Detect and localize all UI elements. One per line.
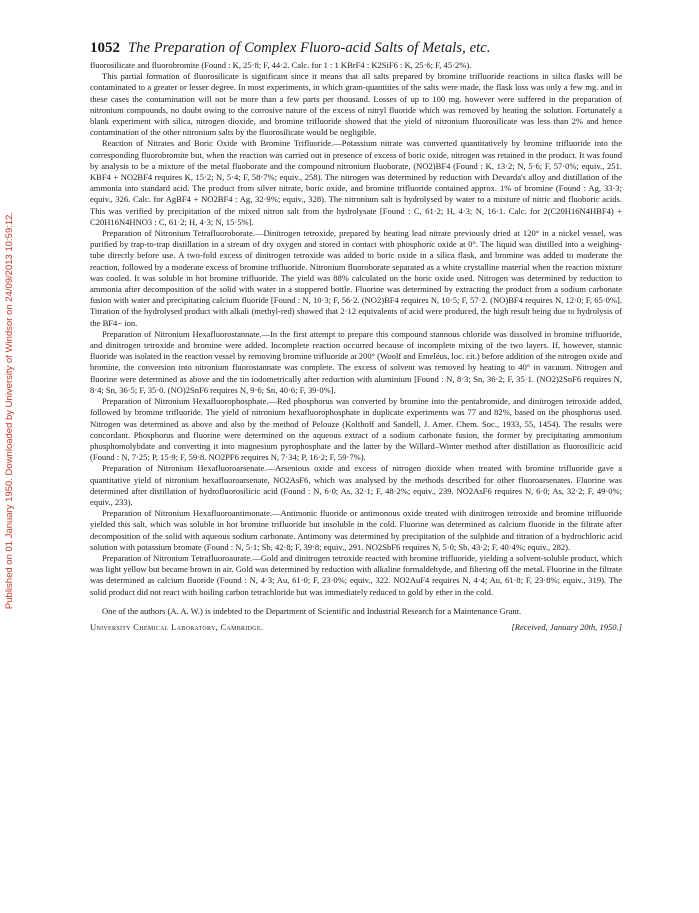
journal-page: [90, 40, 622, 632]
page-number: 1052: [90, 40, 120, 56]
laboratory-address: University Chemical Laboratory, Cambridge.: [90, 621, 264, 632]
paragraph-tetrafluoroborate: Preparation of Nitronium Tetrafluoroborate.—Dinitrogen tetroxide, prepared by heating lead nitrate previously dried at 120° in a nickel vessel, was purified by trap-to-trap distillation in a stream of dry oxygen and stored in contact with phosphoric oxide at 0°. The liquid was distilled into a weighing-tube directly before use. A two-fold excess of dinitrogen tetroxide was added to boric oxide in a silica flask, and bromine was added to moderate the reaction, followed by a moderate excess of bromine trifluoride. Nitronium fluoroborate separated as a white crystalline material when the reaction mixture was cooled. It was soluble in hot bromine trifluoride. The yield was 88% calculated on the boric oxide used. Nitrogen was determined by reduction to ammonia after decomposition of the solid with water in a stoppered bottle. Fluorine was determined by extracting the product from a sodium carbonate fusion with water and precipitating calcium fluoride [Found : N, 10·3; F, 56·2. (NO2)BF4 requires N, 10·5; F, 57·2. (NO)BF4 requires N, 12·0; F, 65·0%]. Titration of the hydrolysed product with alkali (methyl-red) showed that 2·12 equivalents of acid were produced, the high result being due to hydrolysis of the BF4− ion.: [90, 228, 622, 328]
page-header: [90, 40, 622, 57]
paragraph-tetrafluoroaurate: Preparation of Nitronium Tetrafluoroaurate.—Gold and dinitrogen tetroxide reacted with bromine trifluoride, yielding a solvent-soluble product, which was light yellow but became brown in air. Gold was determined by reduction with alkaline formaldehyde, and filtering off the metal. Fluorine in the filtrate was determined as calcium fluoride (Found : N, 4·3; Au, 61·0; F, 23·0%; equiv., 322. NO2AuF4 requires N, 4·4; Au, 61·8; F, 23·8%; equiv., 319). The solid product did not react with boiling carbon tetrachloride but was immediately reduced to gold by ether in the cold.: [90, 552, 622, 597]
paragraph-contamination: This partial formation of fluorosilicate is significant since it means that all salts prepared by bromine trifluoride reactions in silica flasks will be contaminated to a greater or lesser degree. In most experiments, in which gram-quantities of the salts were made, the flask loss was only a few mg. and in these cases the contamination will not be more than a few parts per thousand. Losses of up to 100 mg. however were suffered in the preparation of nitronium compounds, no doubt owing to the corrosive nature of the excess of nitryl fluoride which was removed by heating the solution. Fortunately a blank experiment with silica, nitrogen dioxide, and bromine trifluoride showed that the yield of nitronium fluorosilicate was less than 2% and hence contamination of the other nitronium salts by the fluorosilicate would be negligible.: [90, 71, 622, 138]
paragraph-nitrates-boric-oxide: Reaction of Nitrates and Boric Oxide with Bromine Trifluoride.—Potassium nitrate was converted quantitatively by bromine trifluoride into the corresponding fluorobromite but, when the reaction was carried out in presence of excess of boric oxide, nitrogen was retained in the product. It was found by analysis to be a mixture of the metal fluoborate and the compound nitronium fluoborate, (NO2)BF4 (Found : K, 13·2; N, 5·6; F, 57·0%; equiv., 251. KBF4 + NO2BF4 requires K, 15·2; N, 5·4; F, 58·7%; equiv., 258). The nitrogen was determined by reduction with Devarda's alloy and distillation of the ammonia into standard acid. The product from silver nitrate, boric oxide, and bromine trifluoride contained approx. 1% of bromine (Found : Ag, 33·3; equiv., 326. Calc. for AgBF4 + NO2BF4 : Ag, 32·9%; equiv., 328). The nitronium salt is hydrolysed by water to a mixture of nitric and fluoboric acids. This was verified by precipitation of the mixed nitron salt from the hydrolysate [Found : C, 61·2; H, 4·3; N, 16·1. Calc. for 2(C20H16N4HBF4) + C20H16N4HNO3 : C, 61·2; H, 4·3; N, 15·5%].: [90, 138, 622, 227]
paragraph-hexafluorostannate: Preparation of Nitronium Hexafluorostannate.—In the first attempt to prepare this compound stannous chloride was dissolved in bromine trifluoride, and dinitrogen tetroxide and bromine were added. Incomplete reaction occurred because of incomplete mixing of the two layers. If, however, stannic fluoride was isolated in the reaction vessel by removing bromine trifluoride at 200° (Woolf and Emeléus, loc. cit.) before addition of the nitrogen oxide and bromine, the conversion into nitronium fluorostannate was complete. The excess of solvent was removed by heating to 40° in vacuum. Nitrogen and fluorine were determined as above and the tin iodometrically after reduction with aluminium [Found : N, 8·3; Sn, 36·2; F, 35·1. (NO2)2SnF6 requires N, 8·4; Sn, 36·5; F, 35·0. (NO)2SnF6 requires N, 9·6; Sn, 40·6; F, 39·0%].: [90, 328, 622, 395]
paragraph-continuation: fluorosilicate and fluorobromite (Found : K, 25·8; F, 44·2. Calc. for 1 : 1 KBrF4 : K2SiF6 : K, 25·6; F, 45·2%).: [90, 60, 472, 70]
paragraph-hexafluoroantimonate: Preparation of Nitronium Hexafluoroantimonate.—Antimonic fluoride or antimonous oxide treated with dinitrogen tetroxide and bromine trifluoride yielded this salt, which was soluble in hot bromine trifluoride but insoluble in the cold. Fluorine was determined as calcium fluoride in the filtrate after decomposition of the solid with aqueous sodium carbonate. Antimony was determined by precipitation of the sulphide and titration of a hydrochloric acid solution with potassium bromate (Found : N, 5·1; Sb, 42·8; F, 39·8; equiv., 291. NO2SbF6 requires N, 5·0; Sb, 43·2; F, 40·4%; equiv., 282).: [90, 508, 622, 552]
paragraph-hexafluorophosphate: Preparation of Nitronium Hexafluorophosphate.—Red phosphorus was converted by bromine into the pentabromide, and dinitrogen tetroxide added, followed by bromine trifluoride. The yield of nitronium hexafluorophosphate in duplicate experiments was 77 and 82%, based on the phosphorus used. Nitrogen was determined as above and also by the method of Pelouze (Kolthoff and Sandell, J. Amer. Chem. Soc., 1933, 55, 1454). The results were concordant. Phosphorus and fluorine were determined on the aqueous extract of a sodium carbonate fusion, the former by precipitating ammonium phosphomolybdate and converting it into magnesium pyrophosphate and the latter by the Willard–Winter method after distillation as fluorosilicic acid (Found : N, 7·25; P, 15·9; F, 59·8. NO2PF6 requires N, 7·34; P, 16·2; F, 59·7%).: [90, 396, 622, 463]
received-date: [Received, January 20th, 1950.]: [511, 621, 622, 632]
running-title: The Preparation of Complex Fluoro-acid Salts of Metals, etc.: [128, 40, 491, 56]
download-watermark-text: Published on 01 January 1950. Downloaded by University of Windsor on 24/09/2013 10:59:12.: [4, 211, 16, 609]
page-footer: [90, 622, 622, 632]
paragraph-hexafluoroarsenate: Preparation of Nitronium Hexafluoroarsenate.—Arsenious oxide and excess of nitrogen dioxide when treated with bromine trifluoride gave a quantitative yield of nitronium hexafluoroarsenate, NO2AsF6, which was analysed by the methods described for other fluoroarsenates. Fluorine was determined after distillation of hydrofluorosilicic acid (Found : N, 6·0; As, 32·1; F, 48·2%; equiv., 239. NO2AsF6 requires N, 6·0; As, 32·2; F, 49·0%; equiv., 233).: [90, 463, 622, 507]
paragraph-acknowledgement: One of the authors (A. A. W.) is indebted to the Department of Scientific and Industrial Research for a Maintenance Grant.: [102, 605, 522, 616]
article-body: [90, 60, 622, 617]
download-watermark: [3, 90, 17, 730]
